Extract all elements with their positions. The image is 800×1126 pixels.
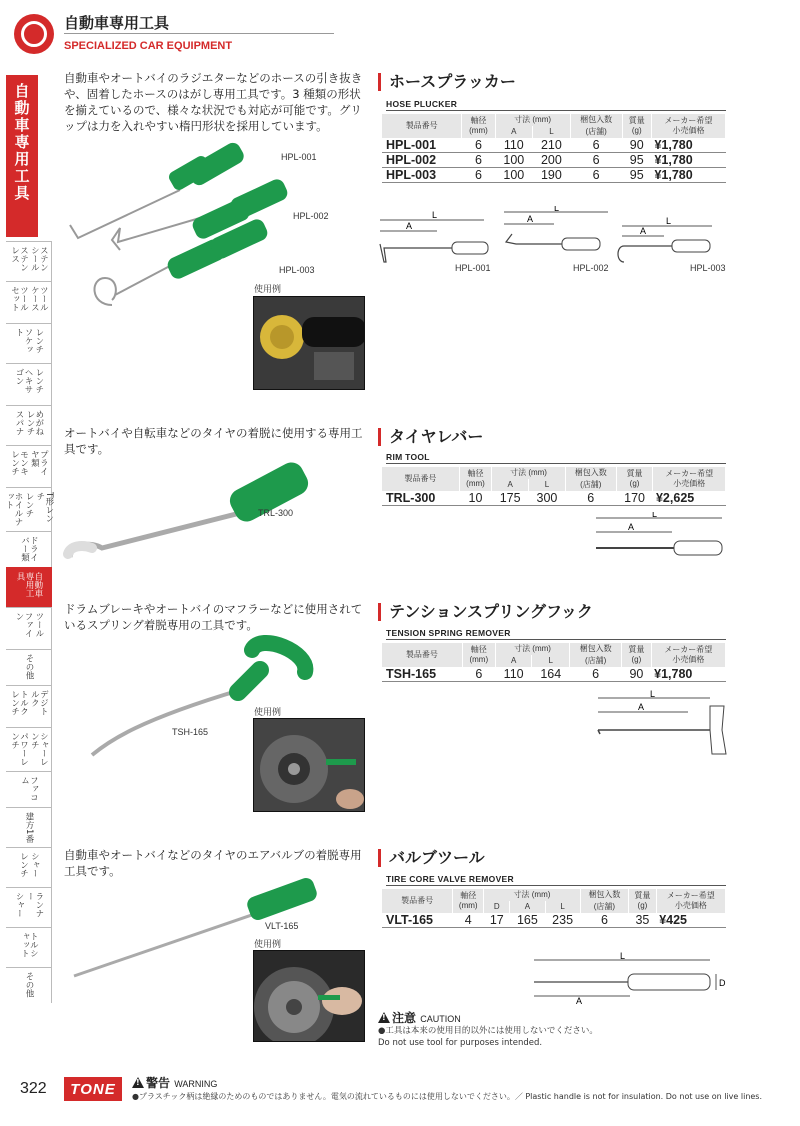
svg-text:A: A bbox=[576, 996, 583, 1006]
table-row bbox=[382, 153, 726, 168]
sidebar-tab[interactable] bbox=[6, 487, 52, 531]
sidebar-tab[interactable] bbox=[6, 607, 52, 649]
cell-l: 235 bbox=[552, 913, 574, 927]
cell-shaft: 4 bbox=[464, 913, 472, 927]
cell-pack: 6 bbox=[587, 491, 595, 505]
sidebar-tab-label: その他 bbox=[23, 972, 34, 998]
sidebar-tab[interactable] bbox=[6, 927, 52, 967]
cell-weight: 90 bbox=[629, 138, 644, 152]
table-row bbox=[382, 667, 726, 682]
hpl-001-label: HPL-001 bbox=[281, 152, 317, 162]
table-row bbox=[382, 168, 726, 183]
tsh-spec-table: 製品番号 軸径 (mm) 寸法 (mm) 梱包入数 質量 (g) メーカー希望 小売価格 A L (店舗) TSH-165 6 110 164 6 90 ¥1,780 bbox=[382, 643, 726, 682]
hpl-002-label: HPL-002 bbox=[293, 211, 329, 221]
sidebar-tab[interactable] bbox=[6, 967, 52, 1003]
sidebar-tab[interactable] bbox=[6, 567, 52, 607]
tsh-usage-photo bbox=[253, 718, 365, 812]
table-row bbox=[382, 138, 726, 153]
cell-l: 210 bbox=[540, 138, 562, 152]
svg-text:L: L bbox=[666, 216, 672, 226]
sidebar-tab[interactable] bbox=[6, 685, 52, 727]
svg-text:L: L bbox=[554, 206, 560, 213]
hpl-usage-label: 使用例 bbox=[254, 284, 282, 294]
sidebar-tab-label: ホイルナット bbox=[4, 492, 24, 526]
svg-text:A: A bbox=[527, 214, 534, 224]
trl-product-image bbox=[62, 442, 342, 572]
svg-text:L: L bbox=[432, 210, 438, 220]
tsh-usage-label: 使用例 bbox=[254, 707, 282, 717]
cell-shaft: 6 bbox=[474, 153, 482, 167]
cell-a: 100 bbox=[503, 153, 525, 167]
sidebar-tab-label: シャー bbox=[14, 892, 25, 918]
sidebar-tab-label: ツールケース bbox=[29, 286, 49, 312]
sidebar-tab-label: めがねレンチ bbox=[24, 410, 44, 436]
trl-dimension-drawing bbox=[590, 512, 730, 562]
trl-description: オートバイや自転車などのタイヤの着脱に使用する専用工具です。 bbox=[64, 426, 363, 456]
trl-spec-table: 製品番号 軸径 (mm) 寸法 (mm) 梱包入数 質量 (g) メーカー希望 小売価格 A L (店舗) TRL-300 10 175 300 6 170 ¥2,625 bbox=[382, 467, 726, 506]
cell-l: 300 bbox=[536, 491, 558, 505]
sidebar-tab-label: ドライバー類 bbox=[19, 536, 39, 562]
sidebar-tab-label: T形レンチ bbox=[34, 492, 54, 523]
vlt-usage-label: 使用例 bbox=[254, 939, 282, 949]
trl-title-en: RIM TOOL bbox=[386, 452, 430, 462]
tsh-label: TSH-165 bbox=[172, 727, 209, 737]
cell-a: 165 bbox=[516, 913, 538, 927]
sidebar-tab[interactable] bbox=[6, 649, 52, 685]
cell-price: ¥1,780 bbox=[654, 667, 693, 681]
sidebar-tab[interactable] bbox=[6, 405, 52, 445]
cell-weight: 95 bbox=[629, 168, 644, 182]
cell-code: HPL-002 bbox=[386, 153, 437, 167]
svg-text:L: L bbox=[650, 690, 656, 699]
sidebar-tab-label: レンチ bbox=[33, 328, 44, 354]
hpl-title-en: HOSE PLUCKER bbox=[386, 99, 458, 109]
sidebar-tab[interactable] bbox=[6, 887, 52, 927]
cell-shaft: 6 bbox=[474, 138, 482, 152]
sidebar-tab-label: シャー bbox=[29, 852, 40, 878]
sidebar-tab[interactable] bbox=[6, 807, 52, 847]
sidebar-tab[interactable] bbox=[6, 363, 52, 405]
svg-text:A: A bbox=[406, 221, 413, 231]
cell-code: HPL-003 bbox=[386, 168, 437, 182]
cell-code: TSH-165 bbox=[386, 667, 437, 681]
cell-a: 175 bbox=[499, 491, 521, 505]
sidebar-tab-label: 建方1番 bbox=[23, 812, 34, 843]
sidebar-tab-label: ソケット bbox=[14, 328, 33, 354]
sidebar-tab[interactable] bbox=[6, 771, 52, 807]
sidebar-tab-label: ファイン bbox=[14, 612, 33, 638]
hpl-003-label: HPL-003 bbox=[279, 265, 315, 275]
page-title: 自動車専用工具 bbox=[64, 14, 170, 32]
cell-shaft: 6 bbox=[474, 168, 482, 182]
tsh-description: ドラムブレーキやオートバイのマフラーなどに使用されているスプリング着脱専用の工具です。 bbox=[64, 602, 363, 632]
hpl-dimension-drawings bbox=[372, 206, 732, 271]
cell-l: 164 bbox=[540, 667, 562, 681]
sidebar-tab-label: その他 bbox=[23, 654, 34, 680]
cell-pack: 6 bbox=[592, 667, 600, 681]
svg-text:L: L bbox=[620, 952, 626, 961]
sidebar-tab[interactable] bbox=[6, 281, 52, 323]
cell-weight: 170 bbox=[624, 491, 645, 505]
tsh-title-en: TENSION SPRING REMOVER bbox=[386, 628, 511, 638]
cell-code: VLT-165 bbox=[386, 913, 434, 927]
cell-code: TRL-300 bbox=[386, 491, 436, 505]
cell-pack: 6 bbox=[592, 138, 600, 152]
hpl-description: 自動車やオートバイのラジエターなどのホースの引き抜きや、固着したホースのはがし専用工具です。3 種類の形状を揃えているので、様々な状況でも対応が可能です。グリップは力を入れやすい楕円形状を採用しています。 bbox=[64, 71, 363, 133]
cell-pack: 6 bbox=[600, 913, 608, 927]
cell-l: 200 bbox=[540, 153, 562, 167]
sidebar-tab-label: ステンレス bbox=[9, 246, 29, 272]
sidebar-tab-label: スパナ bbox=[14, 410, 25, 436]
page-subtitle: SPECIALIZED CAR EQUIPMENT bbox=[64, 40, 233, 52]
cell-price: ¥425 bbox=[659, 913, 687, 927]
cell-weight: 35 bbox=[635, 913, 650, 927]
header-rule bbox=[64, 33, 334, 34]
sidebar-tab-label: ツールセット bbox=[9, 286, 29, 312]
sidebar-tab-label: レンチ bbox=[18, 852, 29, 878]
table-row bbox=[382, 913, 726, 928]
cell-price: ¥1,780 bbox=[654, 168, 693, 182]
svg-text:A: A bbox=[638, 702, 645, 712]
caution-icon bbox=[378, 1012, 390, 1023]
trl-label: TRL-300 bbox=[258, 508, 294, 518]
cell-l: 190 bbox=[540, 168, 562, 182]
cell-price: ¥2,625 bbox=[655, 491, 695, 505]
trl-title: タイヤレバー bbox=[378, 428, 483, 446]
sidebar-tab-label: レンチ bbox=[33, 368, 44, 394]
warning-heading: ! 警告 WARNING bbox=[132, 1074, 217, 1091]
vlt-label: VLT-165 bbox=[265, 921, 299, 931]
cell-code: HPL-001 bbox=[386, 138, 437, 152]
sidebar-tab[interactable] bbox=[6, 531, 52, 567]
sidebar-tab[interactable] bbox=[6, 727, 52, 771]
sidebar-tab-label: ランナー bbox=[24, 892, 44, 918]
sidebar-tab-label: トルシャット bbox=[19, 932, 39, 958]
svg-text:L: L bbox=[652, 512, 658, 519]
warning-text: ●プラスチック柄は絶縁のためのものではありません。電気の流れているものには使用しないでください。／ Plastic handle is not for insulation. Do not use on live lines. bbox=[132, 1092, 763, 1101]
sidebar-tab[interactable] bbox=[6, 323, 52, 363]
hpl-003-drawing-label: HPL-003 bbox=[690, 263, 726, 273]
sidebar-tab-label: デジトルク bbox=[29, 690, 49, 716]
cell-weight: 90 bbox=[629, 667, 644, 681]
sidebar-tab-label: トルクレンチ bbox=[9, 690, 29, 716]
sidebar-tab-label: レンチ bbox=[23, 492, 34, 518]
cell-price: ¥1,780 bbox=[654, 153, 693, 167]
tsh-title: テンションスプリングフック bbox=[378, 603, 593, 621]
hpl-002-drawing-label: HPL-002 bbox=[573, 263, 609, 273]
sidebar-tab-label: ツール bbox=[33, 612, 44, 638]
cell-a: 100 bbox=[503, 168, 525, 182]
sidebar-tab-label: ヘキサゴン bbox=[14, 368, 33, 394]
hpl-title: ホースプラッカー bbox=[378, 73, 516, 91]
cell-shaft: 10 bbox=[468, 491, 483, 505]
cell-price: ¥1,780 bbox=[654, 138, 693, 152]
table-row bbox=[382, 491, 726, 506]
vlt-title-en: TIRE CORE VALVE REMOVER bbox=[386, 874, 514, 884]
cell-a: 110 bbox=[503, 138, 524, 152]
hpl-001-drawing-label: HPL-001 bbox=[455, 263, 491, 273]
vlt-dimension-drawing bbox=[520, 952, 730, 1008]
vlt-title: バルブツール bbox=[378, 849, 485, 867]
vlt-spec-table: 製品番号 軸径 (mm) 寸法 (mm) 梱包入数 質量 (g) メーカー希望 小売価格 D A L (店舗) VLT-165 4 17 165 235 6 35 ¥425 bbox=[382, 889, 726, 928]
cell-pack: 6 bbox=[592, 153, 600, 167]
svg-text:D: D bbox=[719, 978, 726, 988]
caution-text: ●工具は本来の使用目的以外には使用しないでください。 Do not use tool for purposes intended. bbox=[378, 1026, 598, 1048]
cell-pack: 6 bbox=[592, 168, 600, 182]
svg-text:A: A bbox=[628, 522, 635, 532]
sidebar-tab-label: プライヤ類 bbox=[29, 450, 49, 476]
sidebar-tab[interactable] bbox=[6, 241, 52, 281]
sidebar-tab[interactable] bbox=[6, 445, 52, 487]
sidebar-tab-label: 自動車専用工具 bbox=[15, 572, 43, 598]
cell-a: 110 bbox=[503, 667, 524, 681]
brand-logo bbox=[14, 14, 54, 54]
sidebar-tab-label: パワーレンチ bbox=[9, 732, 29, 766]
sidebar-tab-label: ステンシール bbox=[29, 246, 49, 272]
vlt-description: 自動車やオートバイなどのタイヤのエアバルブの着脱専用工具です。 bbox=[64, 848, 362, 878]
sidebar-tab-label: ファコム bbox=[19, 776, 39, 802]
hpl-spec-table: 製品番号 軸径 (mm) 寸法 (mm) 梱包入数 質量 (g) メーカー希望 小売価格 A L (店舗) HPL-001 6 110 210 6 90 ¥1,780 HPL-002 6 100 200 6 95 ¥1,780 HPL-003 6 100 190 6 95 ¥1,780 bbox=[382, 114, 726, 183]
sidebar-tab[interactable] bbox=[6, 847, 52, 887]
caution-heading: !注意 CAUTION bbox=[378, 1009, 461, 1026]
hpl-usage-photo bbox=[253, 296, 365, 390]
tone-logo: TONE bbox=[64, 1077, 122, 1101]
tsh-dimension-drawing bbox=[592, 690, 742, 760]
cell-shaft: 6 bbox=[475, 667, 483, 681]
warning-icon bbox=[132, 1077, 144, 1088]
page-number: 322 bbox=[20, 1080, 47, 1097]
sidebar-tab-label: モンキレンチ bbox=[9, 450, 29, 476]
cell-d: 17 bbox=[489, 913, 504, 927]
sidebar-active-section[interactable]: 自動車専用工具 bbox=[6, 75, 38, 237]
vlt-usage-photo bbox=[253, 950, 365, 1042]
svg-text:A: A bbox=[640, 226, 647, 236]
sidebar-tab-label: シャーレンチ bbox=[29, 732, 49, 766]
cell-weight: 95 bbox=[629, 153, 644, 167]
